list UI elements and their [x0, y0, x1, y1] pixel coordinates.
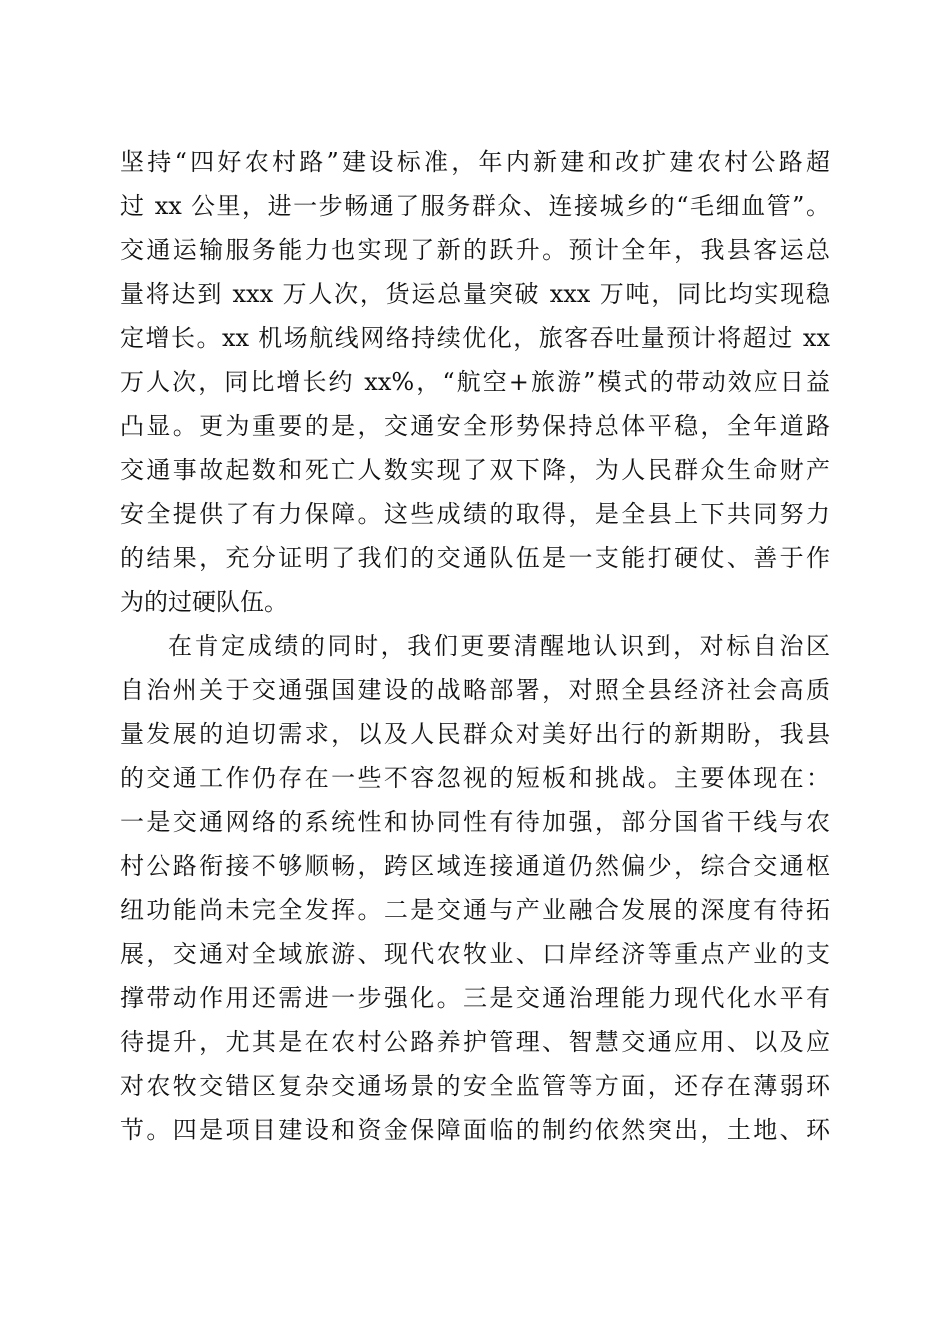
text-line: 自治州关于交通强国建设的战略部署，对照全县经济社会高质 — [120, 676, 830, 704]
text-line: 交通事故起数和死亡人数实现了双下降，为人民群众生命财产 — [120, 456, 830, 484]
text-line: 量发展的迫切需求，以及人民群众对美好出行的新期盼，我县 — [120, 720, 830, 748]
text-line: 展，交通对全域旅游、现代农牧业、口岸经济等重点产业的支 — [120, 940, 830, 968]
text-line: 一是交通网络的系统性和协同性有待加强，部分国省干线与农 — [120, 808, 830, 836]
text-line: 待提升，尤其是在农村公路养护管理、智慧交通应用、以及应 — [120, 1028, 830, 1056]
text-line: 凸显。更为重要的是，交通安全形势保持总体平稳，全年道路 — [120, 412, 830, 440]
text-line: 为的过硬队伍。 — [120, 588, 288, 616]
text-line: 的交通工作仍存在一些不容忽视的短板和挑战。主要体现在： — [120, 764, 830, 792]
text-line: 量将达到 xxx 万人次，货运总量突破 xxx 万吨，同比均实现稳 — [120, 280, 830, 308]
text-line: 定增长。xx 机场航线网络持续优化，旅客吞吐量预计将超过 xx — [120, 324, 830, 352]
text-line: 安全提供了有力保障。这些成绩的取得，是全县上下共同努力 — [120, 500, 830, 528]
text-line: 万人次，同比增长约 xx%，“航空+旅游”模式的带动效应日益 — [120, 368, 830, 396]
text-line: 节。四是项目建设和资金保障面临的制约依然突出，土地、环 — [120, 1116, 830, 1144]
paragraph-first-line: 在肯定成绩的同时，我们更要清醒地认识到，对标自治区 — [168, 632, 830, 660]
text-line: 交通运输服务能力也实现了新的跃升。预计全年，我县客运总 — [120, 236, 830, 264]
text-line: 纽功能尚未完全发挥。二是交通与产业融合发展的深度有待拓 — [120, 896, 830, 924]
text-line: 的结果，充分证明了我们的交通队伍是一支能打硬仗、善于作 — [120, 544, 830, 572]
text-line: 过 xx 公里，进一步畅通了服务群众、连接城乡的“毛细血管”。 — [120, 192, 830, 220]
text-line: 村公路衔接不够顺畅，跨区域连接通道仍然偏少，综合交通枢 — [120, 852, 830, 880]
text-line: 坚持“四好农村路”建设标准，年内新建和改扩建农村公路超 — [120, 148, 830, 176]
text-line: 撑带动作用还需进一步强化。三是交通治理能力现代化水平有 — [120, 984, 830, 1012]
text-line: 对农牧交错区复杂交通场景的安全监管等方面，还存在薄弱环 — [120, 1072, 830, 1100]
